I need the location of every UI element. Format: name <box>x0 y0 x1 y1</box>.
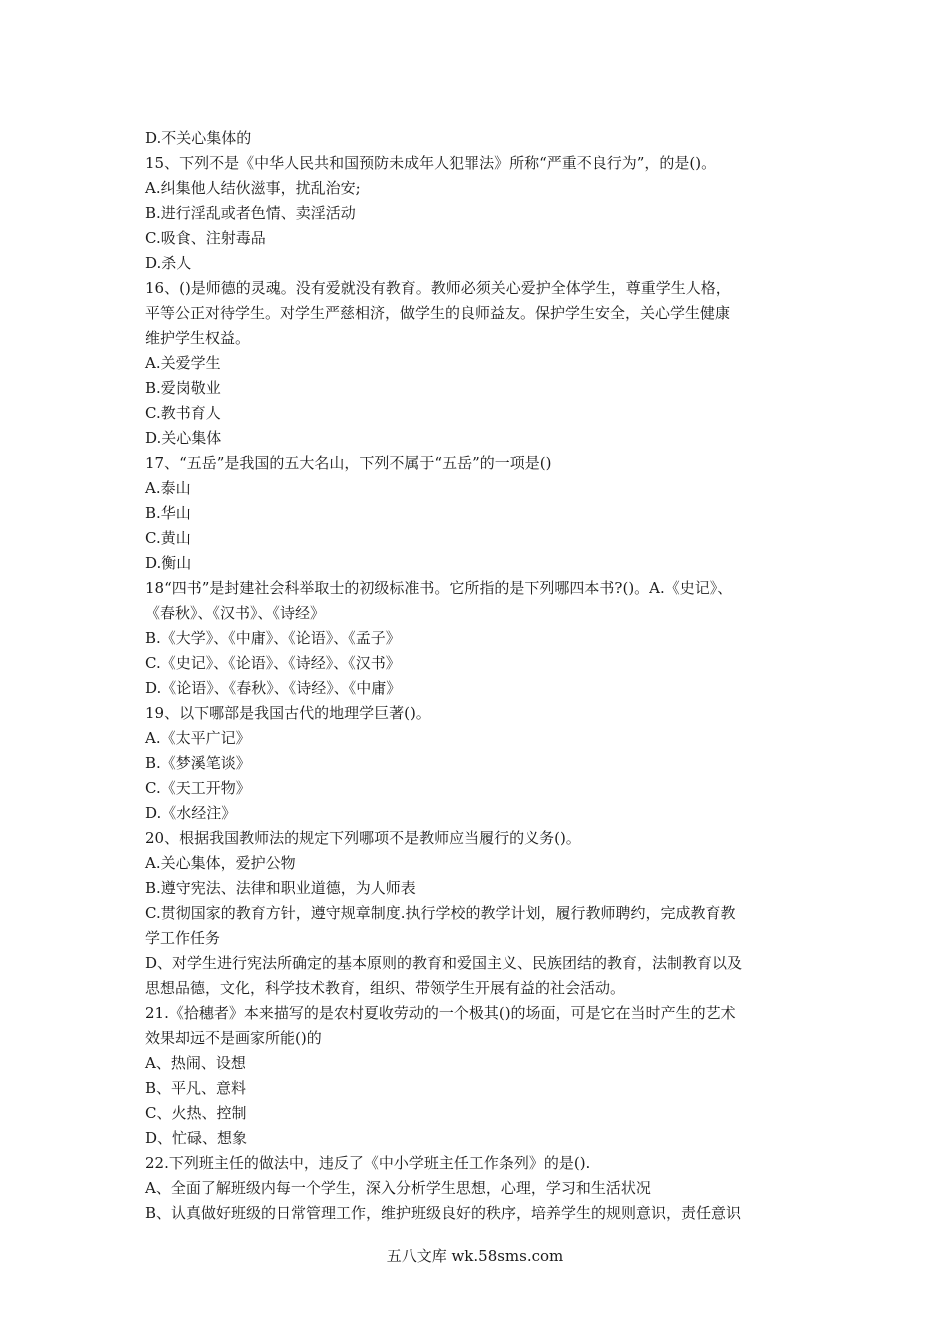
text-line: A.纠集他人结伙滋事，扰乱治安; <box>145 179 361 197</box>
text-line: B.华山 <box>145 504 191 522</box>
text-line: D.衡山 <box>145 554 192 572</box>
text-line: C.吸食、注射毒品 <box>145 229 266 247</box>
text-line: D、对学生进行宪法所确定的基本原则的教育和爱国主义、民族团结的教育，法制教育以及 <box>145 954 743 972</box>
text-line: B.《梦溪笔谈》 <box>145 754 251 772</box>
text-line: 《春秋》、《汉书》、《诗经》 <box>145 604 326 622</box>
text-line: D.不关心集体的 <box>145 129 252 147</box>
text-line: 17、“五岳”是我国的五大名山，下列不属于“五岳”的一项是() <box>145 454 552 472</box>
text-line: D、忙碌、想象 <box>145 1129 248 1147</box>
text-line: 20、根据我国教师法的规定下列哪项不是教师应当履行的义务()。 <box>145 829 581 847</box>
text-line: D.关心集体 <box>145 429 222 447</box>
text-line: D.《水经注》 <box>145 804 237 822</box>
text-line: A.泰山 <box>145 479 191 497</box>
text-line: B.进行淫乱或者色情、卖淫活动 <box>145 204 356 222</box>
text-line: A、热闹、设想 <box>145 1054 246 1072</box>
text-line: 平等公正对待学生。对学生严慈相济，做学生的良师益友。保护学生安全，关心学生健康 <box>145 304 731 322</box>
text-line: 16、()是师德的灵魂。没有爱就没有教育。教师必须关心爱护全体学生，尊重学生人格， <box>145 279 731 297</box>
text-line: 18“四书”是封建社会科举取士的初级标准书。它所指的是下列哪四本书?()。A.《史记》、 <box>145 579 733 597</box>
exam-question-text <box>145 126 825 1226</box>
text-line: 维护学生权益。 <box>145 329 251 347</box>
text-line: A.关心集体，爱护公物 <box>145 854 296 872</box>
text-line: 19、以下哪部是我国古代的地理学巨著()。 <box>145 704 431 722</box>
text-line: B.《大学》、《中庸》、《论语》、《孟子》 <box>145 629 401 647</box>
page-footer-watermark: 五八文库 wk.58sms.com <box>386 1247 564 1265</box>
text-line: 学工作任务 <box>145 929 221 947</box>
text-line: C.黄山 <box>145 529 191 547</box>
text-line: B、认真做好班级的日常管理工作，维护班级良好的秩序，培养学生的规则意识，责任意识 <box>145 1204 742 1222</box>
text-line: B.爱岗敬业 <box>145 379 221 397</box>
text-line: C.《史记》、《论语》、《诗经》、《汉书》 <box>145 654 401 672</box>
text-line: 22.下列班主任的做法中，违反了《中小学班主任工作条列》的是(). <box>145 1154 591 1172</box>
text-line: 思想品德，文化，科学技术教育，组织、带领学生开展有益的社会活动。 <box>145 979 626 997</box>
text-line: 效果却远不是画家所能()的 <box>145 1029 322 1047</box>
text-line: C.《天工开物》 <box>145 779 251 797</box>
text-line: D.《论语》、《春秋》、《诗经》、《中庸》 <box>145 679 402 697</box>
text-line: 21.《拾穗者》本来描写的是农村夏收劳动的一个极其()的场面，可是它在当时产生的艺术 <box>145 1004 736 1022</box>
text-line: C.贯彻国家的教育方针，遵守规章制度.执行学校的教学计划，履行教师聘约，完成教育教 <box>145 904 736 922</box>
text-line: B.遵守宪法、法律和职业道德，为人师表 <box>145 879 416 897</box>
text-line: 15、下列不是《中华人民共和国预防未成年人犯罪法》所称“严重不良行为”，的是()。 <box>145 154 717 172</box>
text-line: D.杀人 <box>145 254 192 272</box>
text-line: A、全面了解班级内每一个学生，深入分析学生思想，心理，学习和生活状况 <box>145 1179 651 1197</box>
text-line: B、平凡、意料 <box>145 1079 247 1097</box>
text-line: A.关爱学生 <box>145 354 221 372</box>
text-line: C、火热、控制 <box>145 1104 247 1122</box>
text-line: C.教书育人 <box>145 404 221 422</box>
text-line: A.《太平广记》 <box>145 729 251 747</box>
